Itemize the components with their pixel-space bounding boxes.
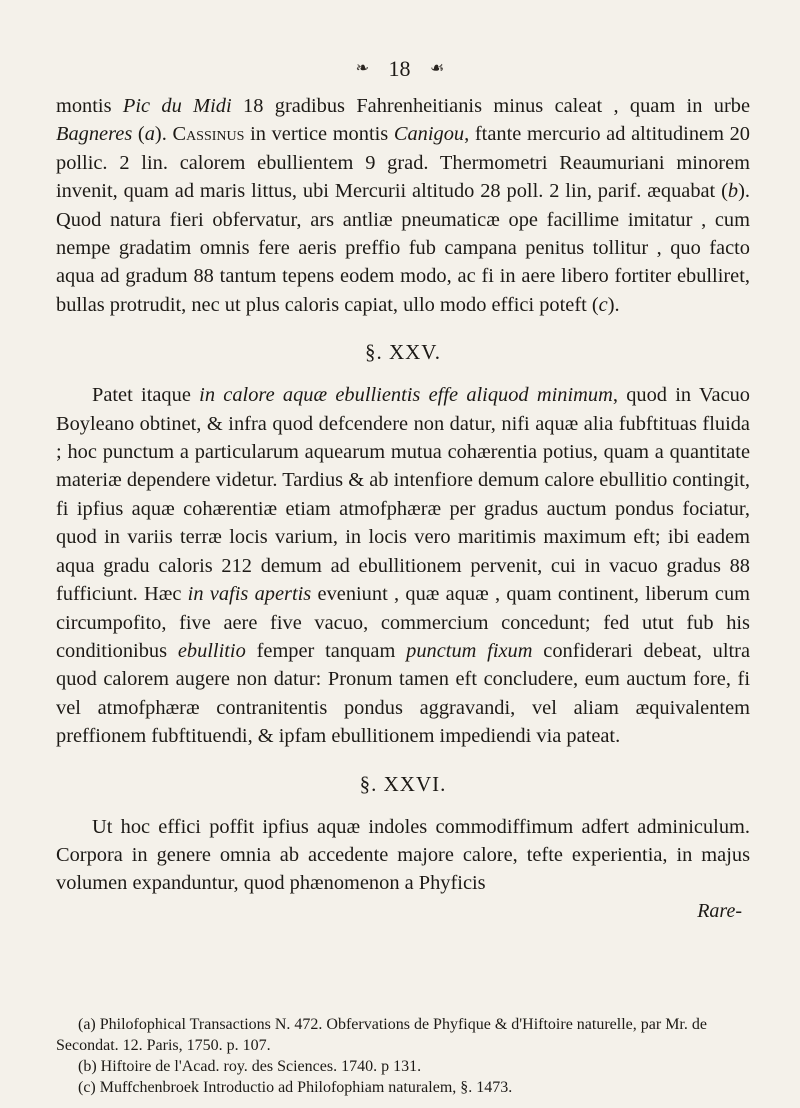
footnote-c: (c) Muffchenbroek Introductio ad Philofophiam naturalem, §. 1473. (78, 1079, 513, 1096)
paragraph-1: montis Pic du Midi 18 gradibus Fahrenheitianis minus caleat , quam in urbe Bagneres (a). Cassinus in vertice montis Canigou, ftante mercurio ad altitudinem 20 pollic. 2 lin. calorem ebullientem 9 grad. Thermometri Reaumuriani minorem invenit, quam ad maris littus, ubi Mercurii altitudo 28 poll. 2 lin, parif. æquabat (b). Quod natura fieri obfervatur, ars antliæ pneumaticæ ope facillime imitatur , cum nempe gradatim omnis fere aeris preffio fub campana penitus tollitur , quo facto aqua ad gradum 88 tantum tepens eodem modo, ac fi in aere libero fortiter ebulliret, bullas protrudit, nec ut plus caloris capiat, ullo modo effici poteft (c). (56, 95, 750, 316)
ornament-left-icon: ❧ (355, 59, 370, 77)
ornament-right-icon: ☙ (430, 59, 445, 77)
section-heading-26: §. XXVI. (359, 771, 447, 796)
catchword: Rare- (697, 899, 742, 922)
section-heading-25: §. XXV. (364, 340, 442, 365)
main-text (56, 92, 750, 923)
page-header (0, 52, 800, 84)
footnote-b: (b) Hiftoire de l'Acad. roy. des Sciences. 1740. p 131. (78, 1058, 422, 1075)
paragraph-3: Ut hoc effici poffit ipfius aquæ indoles commodiffimum adfert adminiculum. Corpora in genere omnia ab accedente majore calore, tefte experientia, in majus volumen expanduntur, quod phænomenon a Phyficis (56, 815, 750, 895)
footnotes (56, 1014, 750, 1098)
footnote-a: (a) Philofophical Transactions N. 472. Obfervations de Phyfique & d'Hiftoire naturelle, par Mr. de Secondat. 12. Paris, 1750. p. 107. (56, 1016, 707, 1054)
paragraph-2: Patet itaque in calore aquæ ebullientis effe aliquod minimum, quod in Vacuo Boyleano obtinet, & infra quod defcendere non datur, nifi aquæ alia fubftituas fluida ; hoc punctum a particularum aquearum mutua cohærentia potius, quam a quantitate materiæ dependere videtur. Tardius & ab intenfiore demum calore ebullitio contingit, fi ipfius aquæ cohærentiæ etiam atmofphæræ per gradus auctum pondus fociatur, quod in variis terræ locis varium, in locis vero maritimis maximum eft; ibi eadem aqua gradu caloris 212 demum ad ebullitionem pervenit, cui in vacuo gradus 88 fufficiunt. Hæc in vafis apertis eveniunt , quæ aquæ , quam continent, liberum cum circumpofito, five aere five vacuo, commercium concedunt; fed utut fub his conditionibus ebullitio femper tanquam punctum fixum confiderari debeat, ultra quod calorem augere non datur: Pronum tamen eft concludere, eum auctum fore, fi vel atmofphæræ contranitentis pondus aggravandi, vel aliam æquivalentem preffionem fubftituendi, & ipfam ebullitionem impediendi via pateat. (56, 384, 750, 748)
page-number: 18 (388, 55, 411, 81)
